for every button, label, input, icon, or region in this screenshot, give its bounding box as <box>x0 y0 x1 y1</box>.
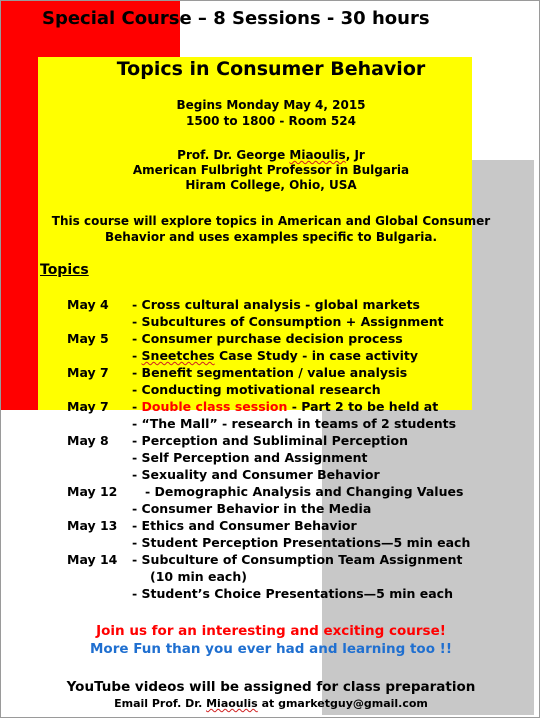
course-description-line-1: This course will explore topics in American and Global Consumer <box>51 214 491 228</box>
topics-heading: Topics <box>40 262 89 278</box>
schedule-item: - “The Mall” - research in teams of 2 students <box>132 416 457 431</box>
professor-title: American Fulbright Professor in Bulgaria <box>132 163 410 177</box>
schedule-item: - Subculture of Consumption Team Assignment <box>132 552 463 567</box>
schedule-item: - Cross cultural analysis - global markets <box>132 297 420 312</box>
schedule-item: - Consumer purchase decision process <box>132 331 403 346</box>
schedule-item: - Sexuality and Consumer Behavior <box>132 467 380 482</box>
schedule-date: May 12 <box>67 484 118 499</box>
schedule-date: May 7 <box>67 399 109 414</box>
flyer-header: Special Course – 8 Sessions - 30 hours <box>42 8 430 29</box>
schedule-item: (10 min each) <box>150 569 247 584</box>
schedule-date: May 7 <box>67 365 109 380</box>
promo-line-1: Join us for an interesting and exciting course! <box>96 623 446 639</box>
course-time-room: 1500 to 1800 - Room 524 <box>186 114 356 128</box>
schedule-item: - Sneetches Case Study - in case activity <box>132 348 419 363</box>
course-title: Topics in Consumer Behavior <box>116 58 426 80</box>
contact-email: Email Prof. Dr. Miaoulis at gmarketguy@gmail.com <box>114 697 428 710</box>
professor-college: Hiram College, Ohio, USA <box>185 178 357 192</box>
schedule-item: - Subcultures of Consumption + Assignment <box>132 314 444 329</box>
schedule-item: - Consumer Behavior in the Media <box>132 501 372 516</box>
schedule-date: May 8 <box>67 433 109 448</box>
course-description-line-2: Behavior and uses examples specific to Bulgaria. <box>104 230 437 244</box>
schedule-item: - Student Perception Presentations—5 min each <box>132 535 471 550</box>
professor-name: Prof. Dr. George Miaoulis, Jr <box>177 148 365 162</box>
schedule-item: - Student’s Choice Presentations—5 min each <box>132 586 453 601</box>
schedule-item: - Benefit segmentation / value analysis <box>132 365 408 380</box>
schedule-item: - Ethics and Consumer Behavior <box>132 518 357 533</box>
schedule-item: - Conducting motivational research <box>132 382 381 397</box>
schedule-date: May 5 <box>67 331 109 346</box>
schedule-item: - Double class session - Part 2 to be held at <box>132 399 439 414</box>
course-start-date: Begins Monday May 4, 2015 <box>176 98 366 112</box>
schedule-date: May 14 <box>67 552 118 567</box>
schedule-item: - Self Perception and Assignment <box>132 450 368 465</box>
schedule-item: - Demographic Analysis and Changing Values <box>145 484 464 499</box>
youtube-note: YouTube videos will be assigned for class preparation <box>66 679 476 695</box>
promo-line-2: More Fun than you ever had and learning too !! <box>90 641 452 657</box>
schedule-date: May 13 <box>67 518 118 533</box>
schedule-item: - Perception and Subliminal Perception <box>132 433 408 448</box>
schedule-date: May 4 <box>67 297 109 312</box>
